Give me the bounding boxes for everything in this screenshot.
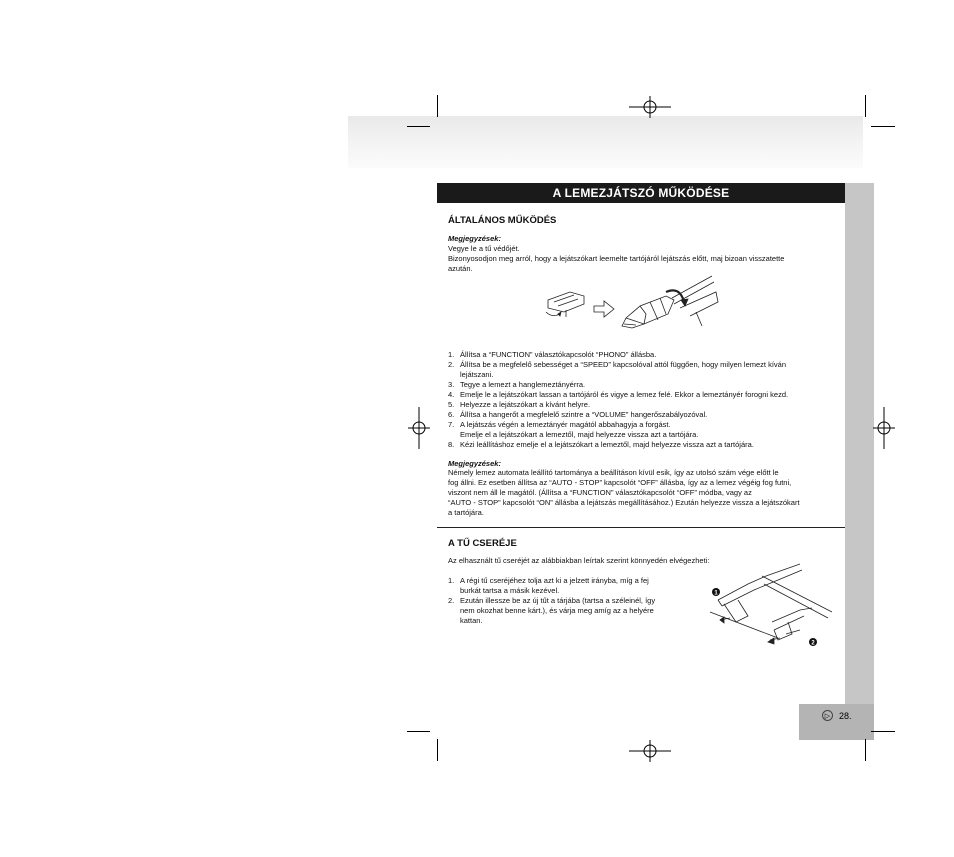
section-heading-general: ÁLTALÁNOS MŰKÖDÉS <box>448 215 557 226</box>
step-badge-label: 1 <box>714 590 718 597</box>
list-item: 3. Tegye a lemezt a hanglemeztányérra. <box>448 380 586 389</box>
page-title: A LEMEZJÁTSZÓ MŰKÖDÉSE <box>437 183 845 203</box>
cartridge-icon <box>626 296 674 324</box>
step-badge-label: 2 <box>811 640 815 647</box>
note-line: “AUTO - STOP” kapcsolót “ON” állásba a lejátszás megállításához.) Ezután helyezze vissza a lejátszókart <box>448 498 800 507</box>
list-item: 2. Állítsa be a megfelelő sebességet a “SPEED” kapcsolóval attól függően, hogy milyen lemezt kíván lejátszani. <box>448 360 787 379</box>
arrow-circle-icon: ▷ <box>822 710 833 721</box>
registration-mark-top <box>629 96 671 118</box>
stylus-guard-illustration <box>540 270 720 345</box>
steps-list-stylus <box>448 576 698 626</box>
section-intro: Az elhasznált tű cseréjét az alábbiakban leírtak szerint könnyedén elvégezheti: <box>448 556 710 565</box>
page-number-text: 28. <box>839 710 852 721</box>
note-label-2: Megjegyzések: <box>448 459 501 468</box>
note-line: azután. <box>448 264 473 273</box>
list-item: 1. Állítsa a “FUNCTION” választókapcsolót “PHONO” állásba. <box>448 350 657 359</box>
registration-mark-bottom <box>629 740 671 762</box>
list-item: 1. A régi tű cseréjéhez tolja azt ki a jelzett irányba, míg a fej burkát tartsa a másik kezével. <box>448 576 649 595</box>
section-divider <box>437 527 845 528</box>
registration-mark-right <box>873 407 895 449</box>
stylus-replacement-illustration <box>708 560 836 652</box>
note-text-2 <box>448 468 843 518</box>
steps-list-general <box>448 350 843 450</box>
arrow-right-icon <box>594 301 614 317</box>
registration-mark-left <box>408 407 430 449</box>
list-item: 6. Állítsa a hangerőt a megfelelő szintre a “VOLUME” hangerőszabályozóval. <box>448 410 708 419</box>
list-item: 4. Emelje le a lejátszókart lassan a tartójáról és vigye a lemez felé. Ekkor a lemeztányér forogni kezd. <box>448 390 789 399</box>
note-line: viszont nem áll le magától. (Állítsa a “FUNCTION” választókapcsolót “OFF” módba, vagy az <box>448 488 752 497</box>
note-line: Bizonyosodjon meg arról, hogy a lejátszókart leemelte tartójáról lejátszás előtt, maj bizoan visszatette <box>448 254 785 263</box>
list-item: 8. Kézi leállításhoz emelje el a lejátszókart a lemeztől, majd helyezze vissza azt a tartójára. <box>448 440 754 449</box>
list-item: 5. Helyezze a lejátszókart a kívánt helyre. <box>448 400 591 409</box>
section-heading-stylus: A TŰ CSERÉJE <box>448 538 517 549</box>
stylus-guard-icon <box>548 292 584 312</box>
note-label: Megjegyzések: <box>448 234 501 243</box>
note-line: fog állni. Ez esetben állítsa az “AUTO - STOP” kapcsolót “OFF” állásba, így az a lemez végéig fog futni, <box>448 478 792 487</box>
note-line: a tartójára. <box>448 508 484 517</box>
note-line: Némely lemez automata leállító tartománya a beállításon kívül esik, így az utolsó szám vége előtt le <box>448 468 779 477</box>
note-line: Vegye le a tű védőjét. <box>448 244 520 253</box>
list-item: 7. A lejátszás végén a lemeztányér magától abbahagyja a forgást. Emelje el a lejátszókart a lemeztől, majd helyezze vissza azt a tartójára. <box>448 420 699 439</box>
list-item: 2. Ezután illessze be az új tűt a tárjába (tartsa a széleinél, így nem okozhat benne kárt.), és várja meg amíg az a helyére kattan. <box>448 596 656 625</box>
